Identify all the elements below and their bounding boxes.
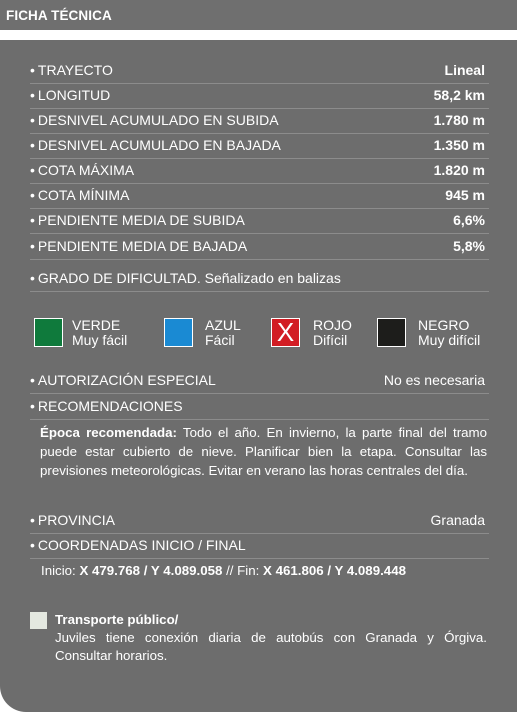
recommendations-body: Todo el año. En invierno, la parte final del tramo puede estar cubierto de nieve. Planificar bien la etapa. Consultar las previsiones meteorológicas. Evitar en verano las horas centrales del día. bbox=[40, 425, 487, 478]
transport-info bbox=[55, 611, 487, 665]
header-bar bbox=[0, 0, 517, 30]
coordinates-label: COORDENADAS INICIO / FINAL bbox=[37, 537, 246, 553]
spec-label: DESNIVEL ACUMULADO EN SUBIDA bbox=[37, 112, 279, 128]
difficulty-name: VERDE bbox=[72, 317, 121, 333]
spec-value: 58,2 km bbox=[433, 87, 485, 103]
difficulty-name: ROJO bbox=[313, 317, 352, 333]
spec-label: PENDIENTE MEDIA DE BAJADA bbox=[37, 238, 248, 254]
bullet: • bbox=[30, 62, 35, 78]
spec-value: 945 m bbox=[445, 187, 485, 203]
spec-row-pendiente-bajada bbox=[30, 236, 489, 260]
coordinates-end: X 461.806 / Y 4.089.448 bbox=[263, 563, 406, 578]
spec-label: PENDIENTE MEDIA DE SUBIDA bbox=[37, 212, 245, 228]
recommendations-text bbox=[40, 423, 487, 480]
bullet: • bbox=[30, 112, 35, 128]
page-title: FICHA TÉCNICA bbox=[6, 8, 112, 23]
bullet: • bbox=[30, 137, 35, 153]
spec-label: TRAYECTO bbox=[37, 62, 113, 78]
spec-row-longitud bbox=[30, 85, 489, 109]
coordinates-row bbox=[30, 535, 489, 559]
difficulty-desc: Difícil bbox=[313, 332, 348, 348]
difficulty-row bbox=[30, 268, 489, 292]
difficulty-swatch-red-selected bbox=[271, 318, 300, 347]
spec-label: DESNIVEL ACUMULADO EN BAJADA bbox=[37, 137, 281, 153]
difficulty-swatch-blue bbox=[164, 318, 193, 347]
transport-title: Transporte público/ bbox=[55, 612, 179, 627]
bullet: • bbox=[30, 212, 35, 228]
bullet: • bbox=[30, 162, 35, 178]
bullet: • bbox=[30, 537, 35, 553]
spec-label: COTA MÍNIMA bbox=[37, 187, 130, 203]
authorization-value: No es necesaria bbox=[383, 372, 485, 388]
difficulty-desc: Muy difícil bbox=[418, 332, 481, 348]
spec-row-cota-maxima bbox=[30, 160, 489, 184]
difficulty-desc: Fácil bbox=[205, 332, 235, 348]
recommendations-lead: Época recomendada: bbox=[40, 425, 177, 440]
spec-value: 1.350 m bbox=[433, 137, 485, 153]
bullet: • bbox=[30, 398, 35, 414]
spec-label: COTA MÁXIMA bbox=[37, 162, 135, 178]
difficulty-swatch-green bbox=[34, 318, 63, 347]
recommendations-row bbox=[30, 396, 489, 420]
spec-value: 1.780 m bbox=[433, 112, 485, 128]
selected-x-mark: X bbox=[276, 317, 295, 347]
spec-value: 5,8% bbox=[453, 238, 485, 254]
difficulty-name: AZUL bbox=[205, 317, 241, 333]
bullet: • bbox=[30, 270, 35, 286]
bullet: • bbox=[30, 238, 35, 254]
spec-row-desnivel-subida bbox=[30, 110, 489, 134]
province-label: PROVINCIA bbox=[37, 512, 115, 528]
bullet: • bbox=[30, 512, 35, 528]
spec-row-cota-minima bbox=[30, 185, 489, 209]
bullet: • bbox=[30, 372, 35, 388]
coordinates-separator: // Fin: bbox=[222, 563, 264, 578]
spec-row-pendiente-subida bbox=[30, 210, 489, 234]
difficulty-label: GRADO DE DIFICULTAD. Señalizado en balizas bbox=[37, 270, 341, 286]
difficulty-name: NEGRO bbox=[418, 317, 470, 333]
coordinates-values bbox=[41, 563, 406, 578]
difficulty-swatch-black bbox=[377, 318, 406, 347]
coordinates-start-prefix: Inicio: bbox=[41, 563, 80, 578]
authorization-label: AUTORIZACIÓN ESPECIAL bbox=[37, 372, 216, 388]
difficulty-desc: Muy fácil bbox=[72, 332, 128, 348]
bullet: • bbox=[30, 187, 35, 203]
transport-text: Juviles tiene conexión diaria de autobús con Granada y Órgiva. Consultar horarios. bbox=[55, 630, 487, 663]
spec-row-desnivel-bajada bbox=[30, 135, 489, 159]
province-value: Granada bbox=[430, 512, 485, 528]
spec-value: 6,6% bbox=[453, 212, 485, 228]
recommendations-label: RECOMENDACIONES bbox=[37, 398, 183, 414]
spec-label: LONGITUD bbox=[37, 87, 111, 103]
bullet: • bbox=[30, 87, 35, 103]
spec-value: Lineal bbox=[444, 62, 485, 78]
province-row bbox=[30, 510, 489, 534]
spec-row-trayecto bbox=[30, 60, 489, 84]
transport-checkbox bbox=[30, 612, 47, 629]
spec-value: 1.820 m bbox=[433, 162, 485, 178]
authorization-row bbox=[30, 370, 489, 394]
coordinates-start: X 479.768 / Y 4.089.058 bbox=[79, 563, 223, 578]
